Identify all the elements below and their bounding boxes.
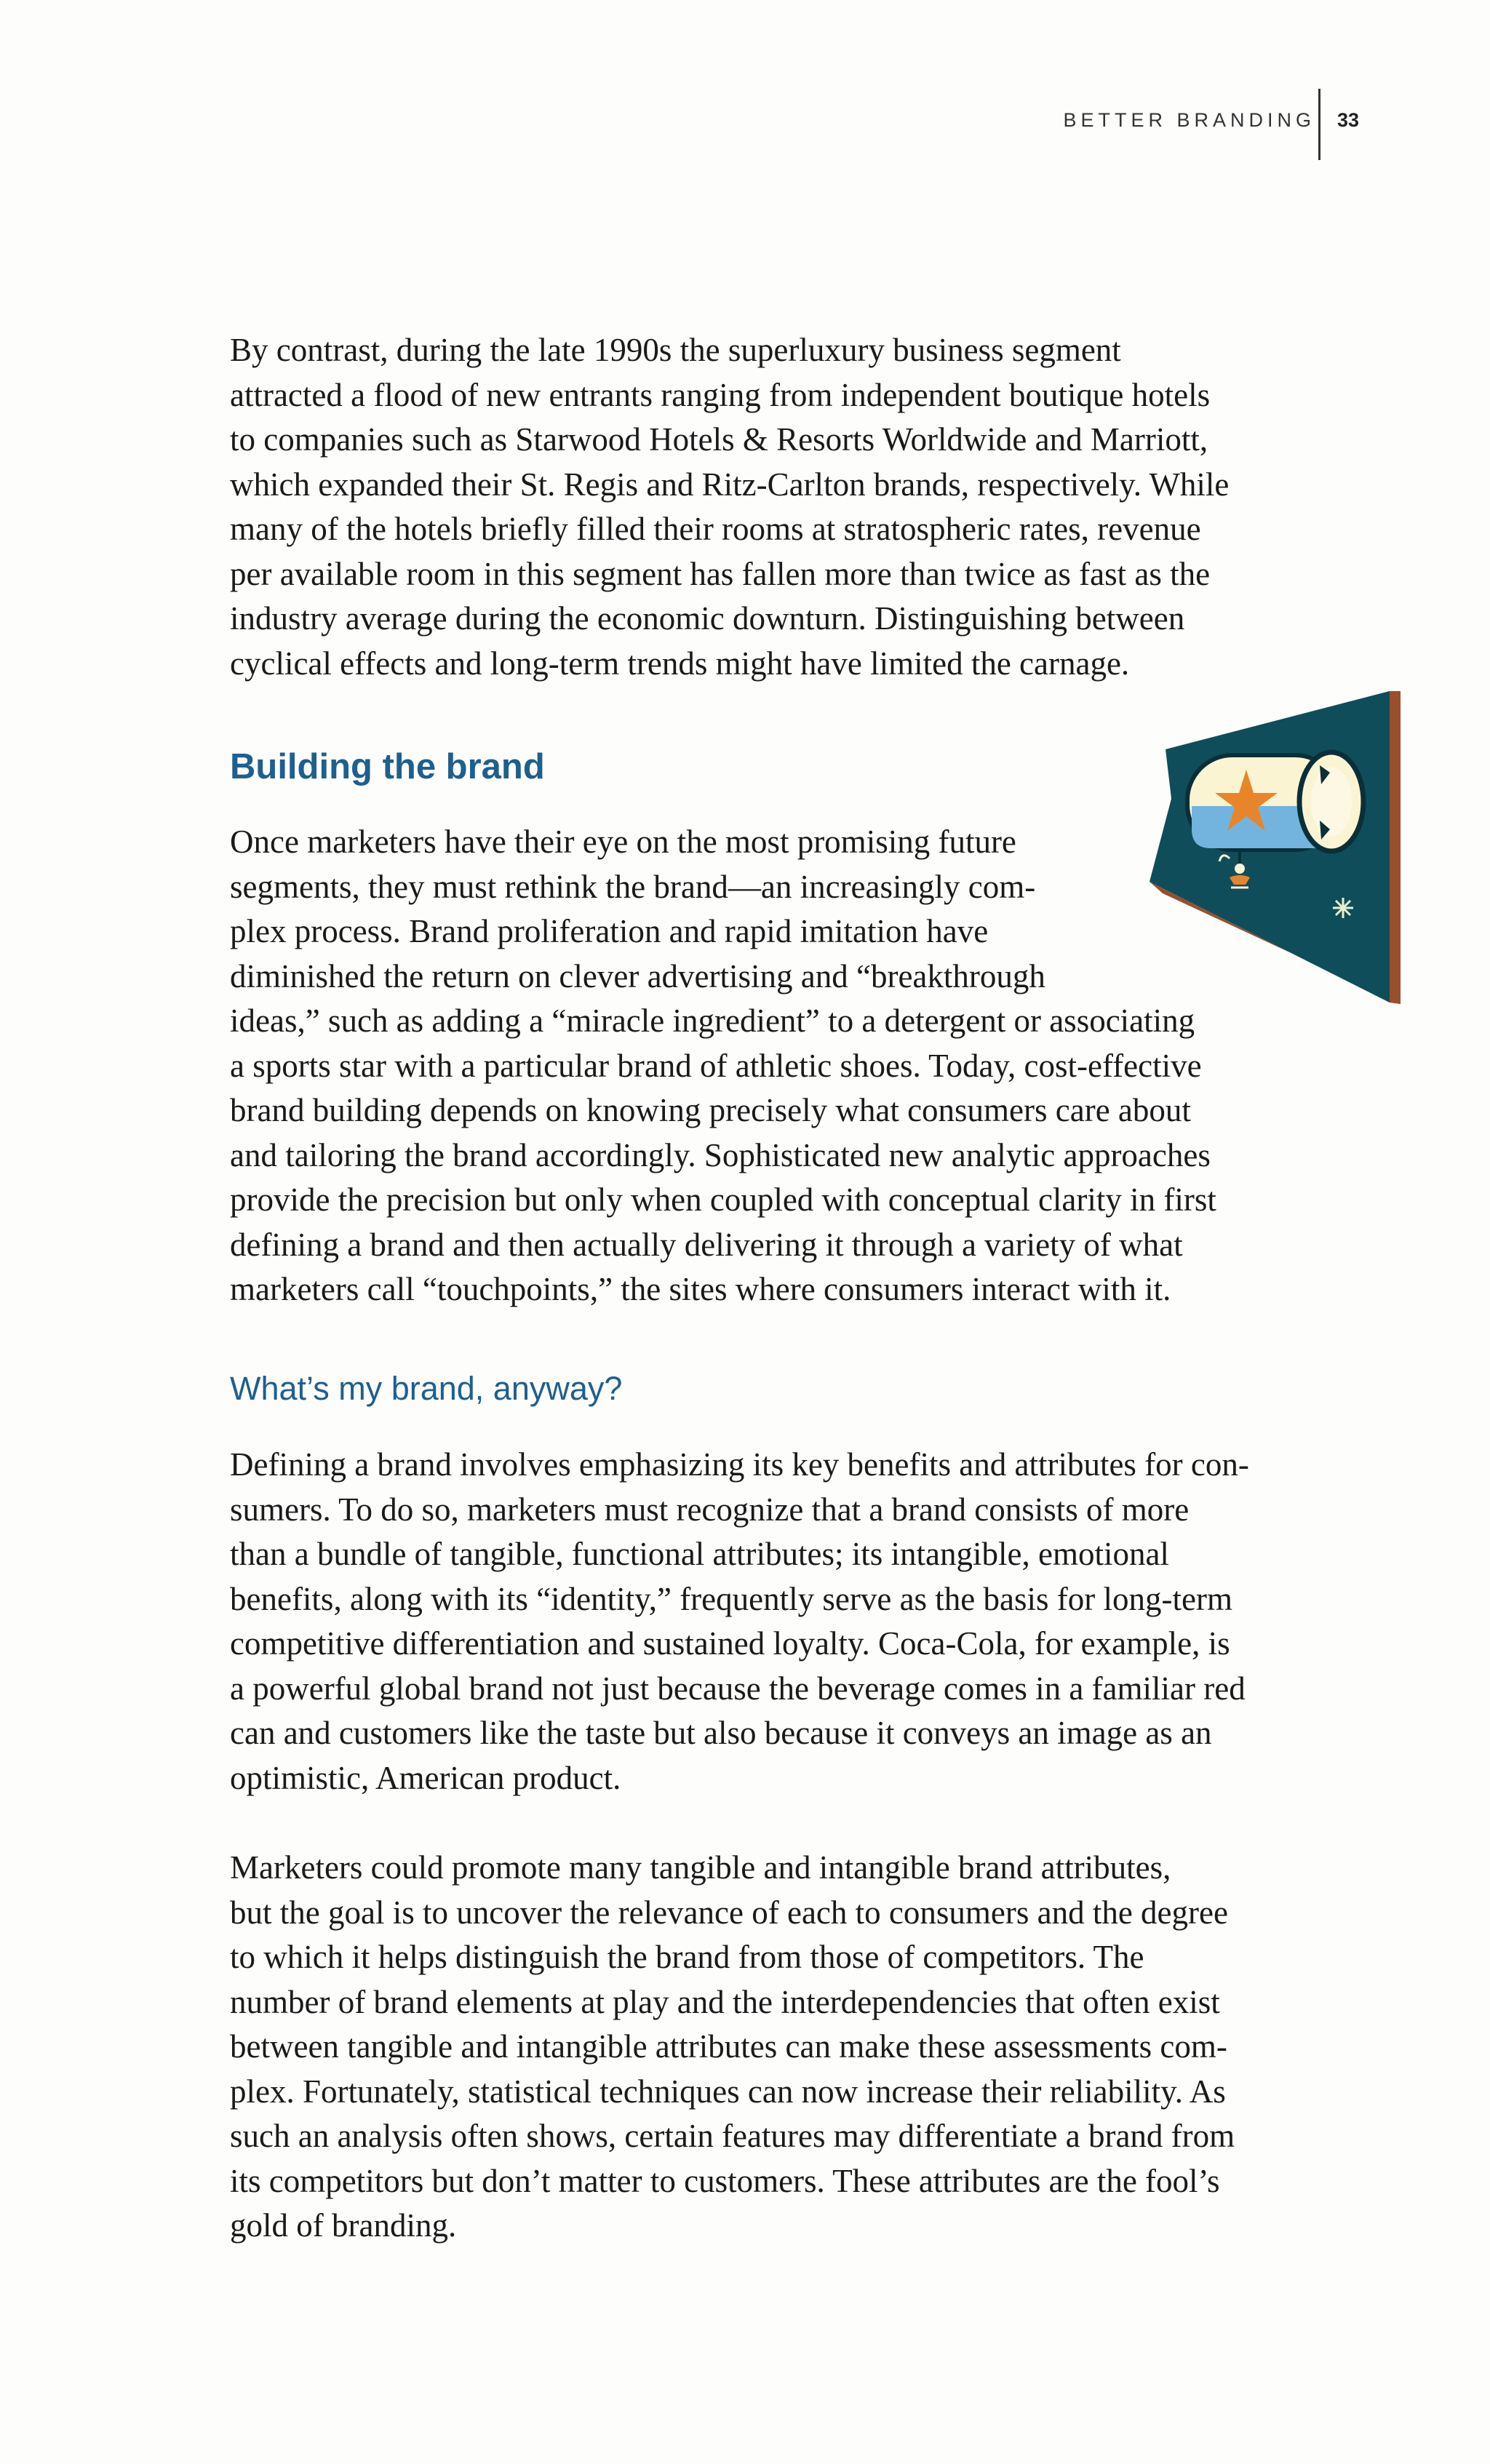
text-line: a sports star with a particular brand of athletic shoes. Today, cost-effective bbox=[230, 1047, 1202, 1084]
text-line: than a bundle of tangible, functional attributes; its intangible, emotional bbox=[230, 1536, 1169, 1572]
text-line: to companies such as Starwood Hotels & Resorts Worldwide and Marriott, bbox=[230, 421, 1208, 458]
paragraph-hotel-segment bbox=[230, 328, 1229, 686]
paragraph-brand-attributes bbox=[230, 1846, 1235, 2249]
canister bbox=[1187, 752, 1363, 851]
text-line: Defining a brand involves emphasizing its key benefits and attributes for con- bbox=[230, 1446, 1249, 1483]
text-line: number of brand elements at play and the interdependencies that often exist bbox=[230, 1983, 1220, 2020]
text-line: Marketers could promote many tangible and intangible brand attributes, bbox=[230, 1849, 1171, 1886]
text-line: many of the hotels briefly filled their rooms at stratospheric rates, revenue bbox=[230, 511, 1201, 547]
text-line: By contrast, during the late 1990s the superluxury business segment bbox=[230, 332, 1121, 368]
text-line: benefits, along with its “identity,” frequently serve as the basis for long-term bbox=[230, 1580, 1232, 1617]
text-line: plex process. Brand proliferation and rapid imitation have bbox=[230, 913, 989, 949]
panel-side bbox=[1390, 691, 1401, 1004]
text-line: brand building depends on knowing precisely what consumers care about bbox=[230, 1092, 1191, 1128]
text-line: such an analysis often shows, certain features may differentiate a brand from bbox=[230, 2118, 1235, 2154]
text-line: per available room in this segment has fallen more than twice as fast as the bbox=[230, 555, 1211, 592]
canister-star-panel-illustration bbox=[1150, 691, 1401, 1011]
text-line: sumers. To do so, marketers must recognize that a brand consists of more bbox=[230, 1491, 1190, 1528]
text-line: but the goal is to uncover the relevance of each to consumers and the degree bbox=[230, 1894, 1228, 1931]
subsection-heading-whats-my-brand: What’s my brand, anyway? bbox=[230, 1370, 623, 1407]
text-line: defining a brand and then actually delivering it through a variety of what bbox=[230, 1226, 1183, 1263]
text-line: which expanded their St. Regis and Ritz-Carlton brands, respectively. While bbox=[230, 466, 1230, 503]
text-line: a powerful global brand not just because the beverage comes in a familiar red bbox=[230, 1670, 1246, 1707]
running-head: BETTER BRANDING bbox=[1063, 109, 1315, 131]
text-line: marketers call “touchpoints,” the sites where consumers interact with it. bbox=[230, 1271, 1171, 1307]
sparkle-icon bbox=[1333, 898, 1353, 918]
text-line: optimistic, American product. bbox=[230, 1759, 621, 1796]
page-number: 33 bbox=[1337, 109, 1360, 131]
text-line: diminished the return on clever advertising and “breakthrough bbox=[230, 957, 1045, 994]
text-line: attracted a flood of new entrants ranging from independent boutique hotels bbox=[230, 376, 1211, 413]
text-line: can and customers like the taste but also because it conveys an image as an bbox=[230, 1715, 1212, 1751]
text-line: cyclical effects and long-term trends might have limited the carnage. bbox=[230, 645, 1130, 682]
text-line: provide the precision but only when coupled with conceptual clarity in first bbox=[230, 1181, 1216, 1218]
text-line: ideas,” such as adding a “miracle ingredient” to a detergent or associating bbox=[230, 1002, 1195, 1039]
paragraph-defining-brand bbox=[230, 1443, 1249, 1801]
text-line: its competitors but don’t matter to customers. These attributes are the fool’s bbox=[230, 2162, 1220, 2199]
text-line: gold of branding. bbox=[230, 2207, 457, 2244]
text-line: and tailoring the brand accordingly. Sophisticated new analytic approaches bbox=[230, 1136, 1211, 1173]
text-line: segments, they must rethink the brand—an increasingly com- bbox=[230, 868, 1036, 905]
text-line: Once marketers have their eye on the most promising future bbox=[230, 824, 1016, 860]
text-line: competitive differentiation and sustained loyalty. Coca-Cola, for example, is bbox=[230, 1625, 1230, 1662]
text-line: to which it helps distinguish the brand from those of competitors. The bbox=[230, 1939, 1144, 1975]
text-line: industry average during the economic downturn. Distinguishing between bbox=[230, 600, 1185, 637]
section-heading-building-the-brand: Building the brand bbox=[230, 747, 545, 786]
paragraph-rethink-brand bbox=[230, 820, 1216, 1312]
header-rule bbox=[1318, 89, 1320, 160]
text-line: plex. Fortunately, statistical techniques can now increase their reliability. As bbox=[230, 2073, 1226, 2110]
text-line: between tangible and intangible attributes can make these assessments com- bbox=[230, 2028, 1227, 2065]
